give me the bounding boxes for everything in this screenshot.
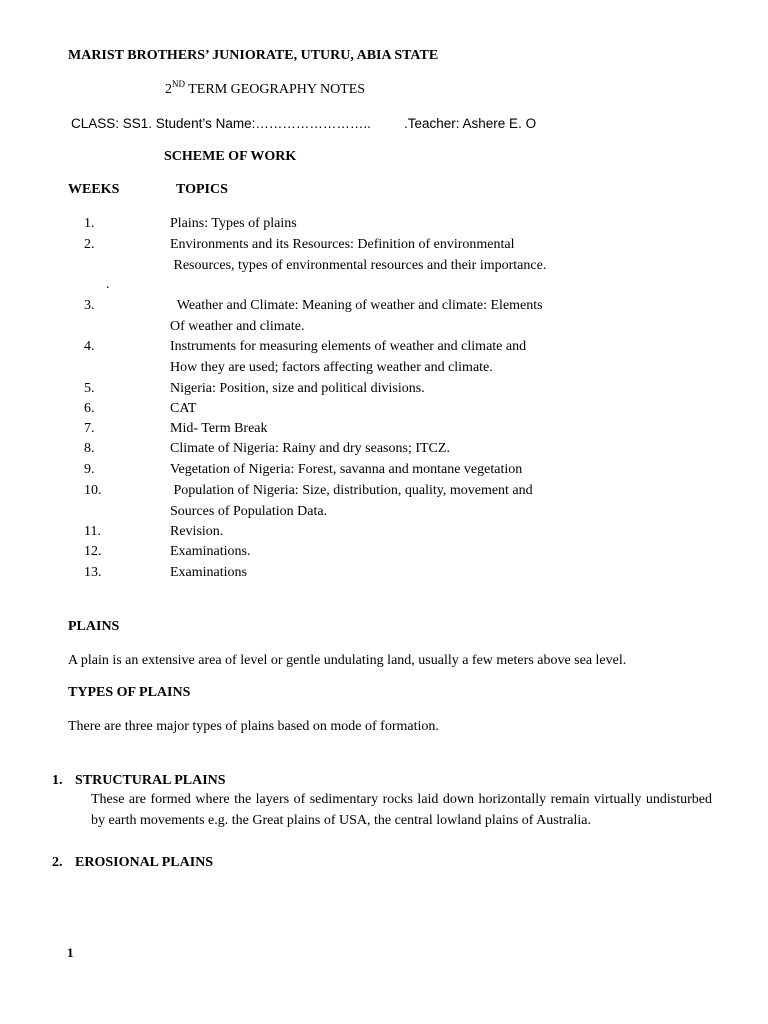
plain-type-title: STRUCTURAL PLAINS [75,773,226,788]
week-topic: Population of Nigeria: Size, distribution, quality, movement and [170,483,533,498]
week-topic: Examinations. [170,544,251,559]
types-heading: TYPES OF PLAINS [68,685,191,700]
term-suffix: ND [172,79,185,89]
week-number: 13. [84,565,102,580]
term-title-text: TERM GEOGRAPHY NOTES [185,82,366,97]
week-number: 2. [84,237,95,252]
week-number: 11. [84,524,101,539]
plain-type-body: These are formed where the layers of sedimentary rocks laid down horizontally remain virtually undisturbed by earth movements e.g. the Great plains of USA, the central lowland plains of Australia. [91,792,712,828]
plain-type-title: EROSIONAL PLAINS [75,855,214,870]
term-number: 2 [165,82,172,97]
week-topic: Instruments for measuring elements of weather and climate and [170,339,527,354]
week-number: 9. [84,462,95,477]
week-number: 10. [84,483,102,498]
week-topic: Weather and Climate: Meaning of weather and climate: Elements [170,298,543,313]
week-number: 3. [84,298,95,313]
week-topic: Examinations [170,565,247,580]
weeks-header: WEEKS [68,182,120,197]
week-number: 5. [84,381,95,396]
week-number: 7. [84,421,95,436]
week-number: 4. [84,339,95,354]
stray-dot: . [106,277,110,292]
week-topic: Climate of Nigeria: Rainy and dry seasons; ITCZ. [170,441,450,456]
week-topic: Of weather and climate. [170,319,305,334]
plain-type-number: 2. [52,855,63,870]
scheme-title: SCHEME OF WORK [164,149,297,164]
week-topic: Plains: Types of plains [170,216,297,231]
week-topic: Environments and its Resources: Definition of environmental [170,237,515,252]
week-topic: Mid- Term Break [170,421,268,436]
topics-header: TOPICS [176,182,228,197]
plain-type-number: 1. [52,773,63,788]
week-number: 8. [84,441,95,456]
week-topic: CAT [170,401,197,416]
types-intro: There are three major types of plains based on mode of formation. [68,719,439,734]
week-topic: Revision. [170,524,224,539]
plains-heading: PLAINS [68,619,120,634]
page-number: 1 [67,945,74,960]
week-number: 1. [84,216,95,231]
week-topic: How they are used; factors affecting weather and climate. [170,360,493,375]
school-name: MARIST BROTHERS’ JUNIORATE, UTURU, ABIA STATE [68,48,439,63]
term-title [165,81,365,98]
week-topic: Sources of Population Data. [170,504,328,519]
week-number: 6. [84,401,95,416]
week-number: 12. [84,544,102,559]
class-line: CLASS: SS1. Student’s Name:…………………….. [71,116,371,131]
week-topic: Nigeria: Position, size and political divisions. [170,381,425,396]
plains-definition: A plain is an extensive area of level or gentle undulating land, usually a few meters above sea level. [68,653,627,668]
week-topic: Vegetation of Nigeria: Forest, savanna and montane vegetation [170,462,523,477]
week-topic: Resources, types of environmental resources and their importance. [170,258,547,273]
teacher-line: .Teacher: Ashere E. O [404,116,537,131]
